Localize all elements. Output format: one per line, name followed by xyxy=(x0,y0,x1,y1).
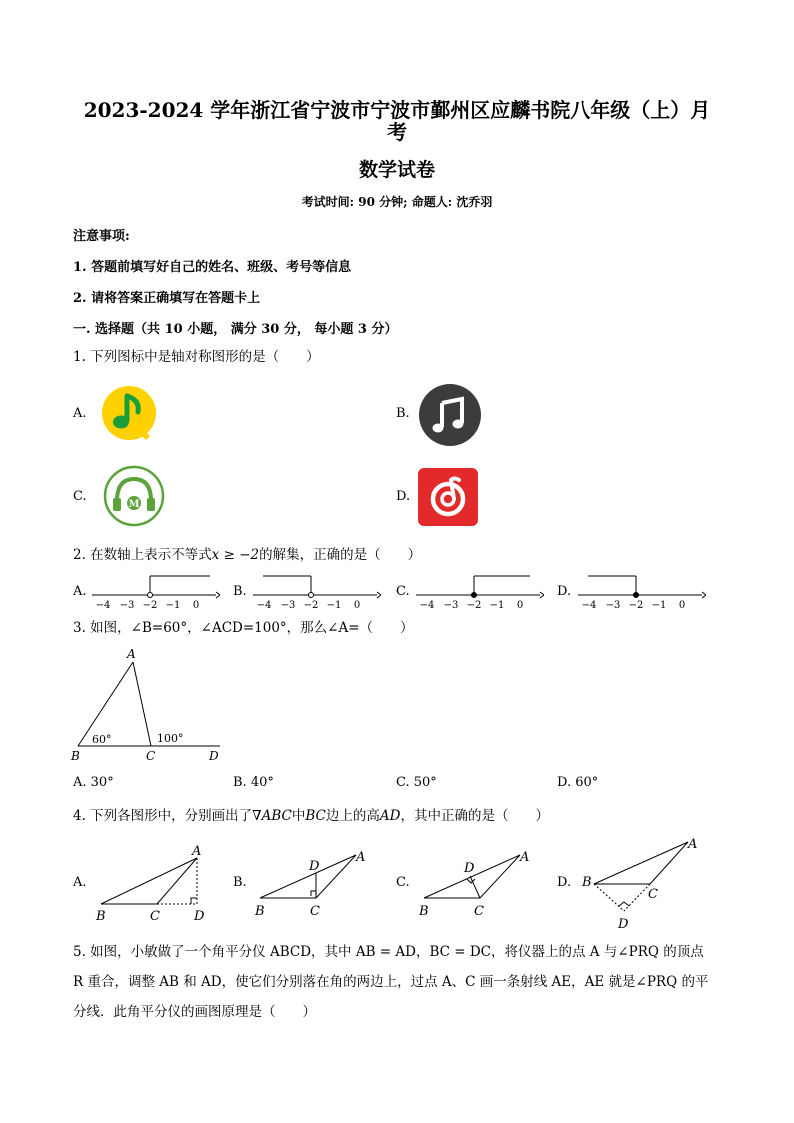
question-stem-line: 5. 如图，小敏做了一个角平分仪 ABCD，其中 AB = AD，BC = DC，将仪器上的点 A 与∠PRQ 的顶点 xyxy=(73,944,704,960)
tick-label: −2 xyxy=(142,600,158,611)
height-figure-d xyxy=(580,834,710,934)
height-figure-b xyxy=(252,845,372,925)
option-label: D. xyxy=(396,489,411,504)
option-label: C. xyxy=(396,875,410,890)
svg-text:M: M xyxy=(128,499,140,510)
height-figure-c xyxy=(416,845,540,925)
tick-label: −4 xyxy=(95,600,111,611)
point-label: C xyxy=(310,904,320,919)
option-label: D. xyxy=(557,875,572,890)
point-label: C xyxy=(474,904,484,919)
tick-label: 0 xyxy=(516,600,524,611)
question-stem: 3. 如图，∠B=60°，∠ACD=100°，那么∠A=（ ） xyxy=(73,620,414,636)
option-text: D. 60° xyxy=(557,775,599,790)
exam-subject: 数学试卷 xyxy=(358,159,435,181)
point-label: D xyxy=(309,859,320,874)
qq-music-icon xyxy=(100,384,160,448)
question-stem-line: R 重合，调整 AB 和 AD，使它们分别落在角的两边上，过点 A、C 画一条射线 AE，AE 就是∠PRQ 的平 xyxy=(73,974,709,990)
tick-label: −1 xyxy=(651,600,667,611)
question-stem-post: 的解集，正确的是（ ） xyxy=(259,547,422,563)
tick-label: −1 xyxy=(165,600,181,611)
option-label: B. xyxy=(233,875,247,890)
section-heading: 一. 选择题（共 10 小题， 满分 30 分， 每小题 3 分） xyxy=(73,322,398,337)
point-label: D xyxy=(618,917,629,932)
number-line-d xyxy=(578,572,706,614)
point-label: A xyxy=(688,837,698,852)
notes-item: 1. 答题前填写好自己的姓名、班级、考号等信息 xyxy=(73,260,352,275)
tick-label: 0 xyxy=(353,600,361,611)
exam-info: 考试时间: 90 分钟; 命题人: 沈乔羽 xyxy=(301,195,493,209)
triangle-symbol: ∇ABC xyxy=(252,808,292,824)
point-label: B xyxy=(96,909,106,924)
tick-label: 0 xyxy=(192,600,200,611)
question-stem-post: ，其中正确的是（ ） xyxy=(400,808,549,824)
page-title-continued: 考 xyxy=(387,120,407,144)
tick-label: −4 xyxy=(419,600,435,611)
question-stem-pre: 2. 在数轴上表示不等式 xyxy=(73,547,212,563)
tick-label: −2 xyxy=(628,600,644,611)
triangle-figure-q3 xyxy=(66,642,226,766)
tick-label: −3 xyxy=(443,600,459,611)
point-label: D xyxy=(209,749,219,763)
tick-label: −2 xyxy=(303,600,319,611)
question-stem-mid: 中 xyxy=(291,808,306,824)
question-stem-mid2: 边上的高 xyxy=(325,808,380,824)
tick-label: −4 xyxy=(256,600,272,611)
inequality-math: x ≥ −2 xyxy=(211,547,260,563)
question-stem-line: 分线．此角平分仪的画图原理是（ ） xyxy=(73,1004,316,1020)
music-note-icon xyxy=(418,383,482,451)
headphones-icon xyxy=(103,465,165,531)
tick-label: −3 xyxy=(280,600,296,611)
tick-label: −2 xyxy=(466,600,482,611)
page-title: 2023-2024 学年浙江省宁波市宁波市鄞州区应麟书院八年级（上）月 xyxy=(83,98,711,122)
number-line-c xyxy=(416,572,544,614)
angle-label: 100° xyxy=(157,732,184,745)
tick-label: −4 xyxy=(581,600,597,611)
option-text: B. 40° xyxy=(233,775,274,790)
notes-heading: 注意事项: xyxy=(73,229,130,244)
point-label: C xyxy=(150,909,160,924)
option-text: C. 50° xyxy=(396,775,437,790)
point-label: B xyxy=(255,904,265,919)
point-label: B xyxy=(419,904,429,919)
option-label: A. xyxy=(73,875,87,890)
point-label: A xyxy=(192,844,202,859)
tick-label: −1 xyxy=(489,600,505,611)
question-stem xyxy=(73,545,421,565)
question-stem: 1. 下列图标中是轴对称图形的是（ ） xyxy=(73,349,320,365)
option-label: C. xyxy=(73,489,87,504)
number-line-a xyxy=(92,572,220,614)
number-line-b xyxy=(253,572,381,614)
option-label: C. xyxy=(396,584,410,599)
tick-label: −3 xyxy=(605,600,621,611)
tick-label: 0 xyxy=(678,600,686,611)
segment-ad: AD xyxy=(379,808,401,824)
point-label: A xyxy=(356,850,366,865)
point-label: C xyxy=(146,749,156,763)
option-label: A. xyxy=(73,584,87,599)
angle-label: 60° xyxy=(92,733,112,746)
netease-music-icon xyxy=(418,468,478,530)
option-label: B. xyxy=(233,584,247,599)
point-label: D xyxy=(194,909,205,924)
height-figure-a xyxy=(92,840,222,926)
point-label: B xyxy=(71,749,80,763)
point-label: B xyxy=(582,875,592,890)
tick-label: −3 xyxy=(119,600,135,611)
option-label: A. xyxy=(73,406,87,421)
point-label: A xyxy=(127,647,136,661)
notes-item: 2. 请将答案正确填写在答题卡上 xyxy=(73,291,261,306)
segment-bc: BC xyxy=(305,808,326,824)
question-stem-pre: 4. 下列各图形中，分别画出了 xyxy=(73,808,253,824)
point-label: D xyxy=(464,861,475,876)
point-label: A xyxy=(520,850,530,865)
option-text: A. 30° xyxy=(73,775,114,790)
point-label: C xyxy=(648,887,658,902)
option-label: D. xyxy=(557,584,572,599)
option-label: B. xyxy=(396,406,410,421)
tick-label: −1 xyxy=(326,600,342,611)
question-stem xyxy=(73,806,549,826)
